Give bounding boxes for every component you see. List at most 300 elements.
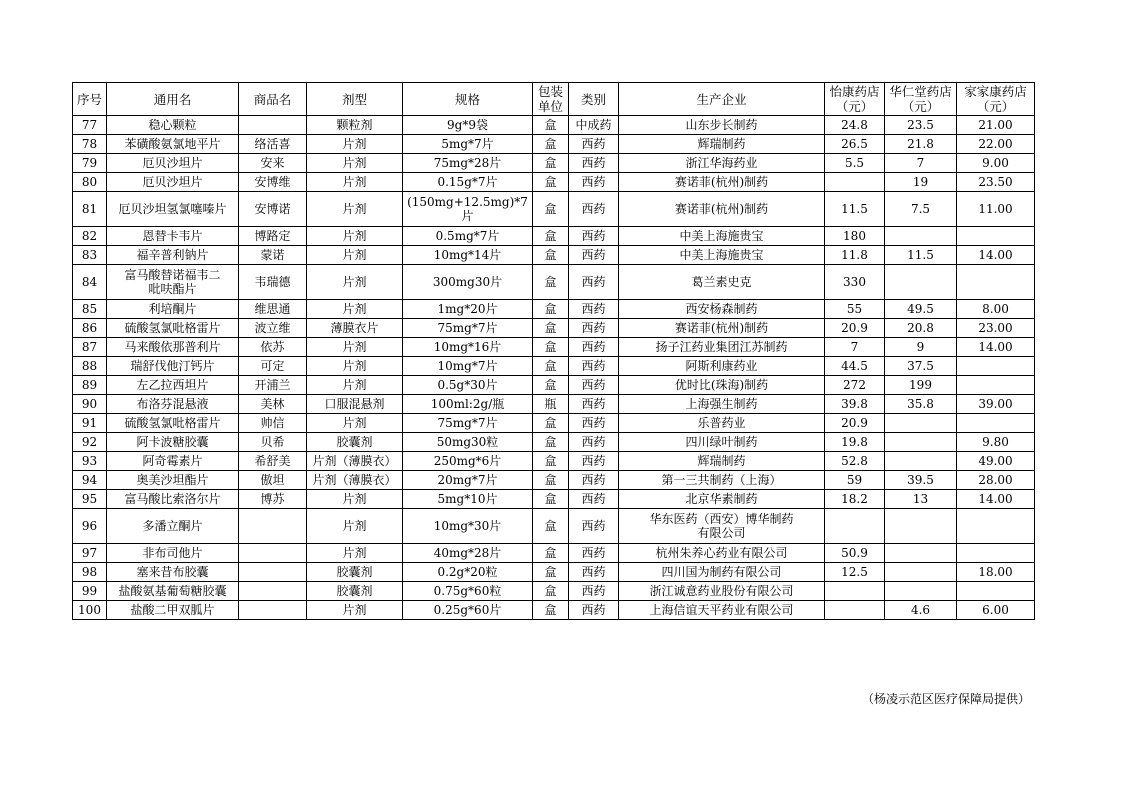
column-header-3: 剂型 [307, 83, 403, 116]
cell-no: 79 [73, 154, 107, 173]
cell-spec: 9g*9袋 [403, 116, 533, 135]
cell-category: 西药 [569, 357, 619, 376]
cell-price-yikang: 50.9 [825, 544, 885, 563]
cell-no: 80 [73, 173, 107, 192]
cell-brand-name: 博苏 [239, 490, 307, 509]
cell-brand-name: 依苏 [239, 338, 307, 357]
table-row [73, 265, 1035, 300]
cell-category: 西药 [569, 300, 619, 319]
table-row [73, 376, 1035, 395]
cell-manufacturer: 杭州朱养心药业有限公司 [619, 544, 825, 563]
cell-manufacturer: 中美上海施贵宝 [619, 227, 825, 246]
cell-package-unit: 盒 [533, 490, 569, 509]
column-header-4: 规格 [403, 83, 533, 116]
cell-price-yikang: 330 [825, 265, 885, 300]
cell-manufacturer: 中美上海施贵宝 [619, 246, 825, 265]
cell-generic-name: 苯磺酸氨氯地平片 [107, 135, 239, 154]
cell-manufacturer: 山东步长制药 [619, 116, 825, 135]
table-row [73, 246, 1035, 265]
cell-price-jiajiakang: 14.00 [957, 246, 1035, 265]
cell-category: 西药 [569, 452, 619, 471]
cell-spec: 75mg*28片 [403, 154, 533, 173]
table-row [73, 227, 1035, 246]
cell-price-huarentang [885, 433, 957, 452]
drug-price-table [72, 82, 1035, 620]
table-row [73, 414, 1035, 433]
cell-package-unit: 盒 [533, 246, 569, 265]
table-row [73, 154, 1035, 173]
column-header-10: 家家康药店 （元） [957, 83, 1035, 116]
cell-price-yikang [825, 601, 885, 620]
cell-package-unit: 盒 [533, 116, 569, 135]
cell-generic-name: 富马酸比索洛尔片 [107, 490, 239, 509]
cell-spec: 20mg*7片 [403, 471, 533, 490]
cell-category: 西药 [569, 173, 619, 192]
cell-dosage-form: 片剂 [307, 192, 403, 227]
cell-price-huarentang [885, 452, 957, 471]
cell-category: 西药 [569, 582, 619, 601]
cell-dosage-form: 片剂 [307, 246, 403, 265]
cell-spec: 10mg*14片 [403, 246, 533, 265]
cell-generic-name: 盐酸二甲双胍片 [107, 601, 239, 620]
cell-generic-name: 福辛普利钠片 [107, 246, 239, 265]
cell-brand-name [239, 563, 307, 582]
cell-price-yikang: 44.5 [825, 357, 885, 376]
cell-price-jiajiakang: 28.00 [957, 471, 1035, 490]
cell-generic-name: 利培酮片 [107, 300, 239, 319]
table-row [73, 544, 1035, 563]
cell-package-unit: 盒 [533, 601, 569, 620]
cell-dosage-form: 片剂 [307, 154, 403, 173]
table-row [73, 173, 1035, 192]
cell-generic-name: 恩替卡韦片 [107, 227, 239, 246]
cell-no: 92 [73, 433, 107, 452]
cell-package-unit: 盒 [533, 452, 569, 471]
cell-package-unit: 盒 [533, 509, 569, 544]
column-header-9: 华仁堂药店 （元） [885, 83, 957, 116]
cell-generic-name: 奥美沙坦酯片 [107, 471, 239, 490]
cell-generic-name: 稳心颗粒 [107, 116, 239, 135]
cell-generic-name: 厄贝沙坦氢氯噻嗪片 [107, 192, 239, 227]
cell-category: 西药 [569, 490, 619, 509]
cell-brand-name [239, 544, 307, 563]
cell-price-huarentang: 39.5 [885, 471, 957, 490]
price-table-container [72, 82, 1035, 620]
cell-price-yikang: 39.8 [825, 395, 885, 414]
cell-brand-name: 希舒美 [239, 452, 307, 471]
cell-no: 98 [73, 563, 107, 582]
cell-manufacturer: 四川国为制药有限公司 [619, 563, 825, 582]
cell-price-jiajiakang: 18.00 [957, 563, 1035, 582]
cell-price-jiajiakang [957, 582, 1035, 601]
table-row [73, 509, 1035, 544]
cell-package-unit: 盒 [533, 376, 569, 395]
cell-price-jiajiakang: 6.00 [957, 601, 1035, 620]
cell-brand-name: 蒙诺 [239, 246, 307, 265]
cell-manufacturer: 辉瑞制药 [619, 452, 825, 471]
cell-manufacturer: 葛兰素史克 [619, 265, 825, 300]
cell-spec: 300mg30片 [403, 265, 533, 300]
cell-brand-name [239, 582, 307, 601]
cell-generic-name: 塞来昔布胶囊 [107, 563, 239, 582]
cell-brand-name: 安博维 [239, 173, 307, 192]
table-row [73, 319, 1035, 338]
cell-spec: 0.75g*60粒 [403, 582, 533, 601]
cell-dosage-form: 片剂 [307, 265, 403, 300]
table-row [73, 490, 1035, 509]
table-row [73, 300, 1035, 319]
cell-price-jiajiakang [957, 227, 1035, 246]
cell-price-yikang: 19.8 [825, 433, 885, 452]
cell-price-jiajiakang [957, 544, 1035, 563]
cell-spec: 5mg*10片 [403, 490, 533, 509]
cell-price-yikang: 11.8 [825, 246, 885, 265]
cell-price-jiajiakang: 14.00 [957, 490, 1035, 509]
cell-package-unit: 盒 [533, 433, 569, 452]
cell-package-unit: 盒 [533, 173, 569, 192]
cell-category: 西药 [569, 414, 619, 433]
cell-manufacturer: 赛诺菲(杭州)制药 [619, 173, 825, 192]
cell-package-unit: 瓶 [533, 395, 569, 414]
cell-no: 84 [73, 265, 107, 300]
cell-price-huarentang [885, 563, 957, 582]
cell-manufacturer: 赛诺菲(杭州)制药 [619, 192, 825, 227]
cell-category: 西药 [569, 395, 619, 414]
cell-spec: 75mg*7片 [403, 319, 533, 338]
cell-dosage-form: 片剂 [307, 601, 403, 620]
cell-brand-name: 安博诺 [239, 192, 307, 227]
cell-dosage-form: 片剂 [307, 414, 403, 433]
cell-generic-name: 厄贝沙坦片 [107, 154, 239, 173]
cell-brand-name [239, 601, 307, 620]
cell-price-jiajiakang: 23.00 [957, 319, 1035, 338]
cell-manufacturer: 优时比(珠海)制药 [619, 376, 825, 395]
cell-no: 97 [73, 544, 107, 563]
cell-package-unit: 盒 [533, 338, 569, 357]
cell-manufacturer: 上海信谊天平药业有限公司 [619, 601, 825, 620]
cell-package-unit: 盒 [533, 300, 569, 319]
cell-category: 中成药 [569, 116, 619, 135]
cell-category: 西药 [569, 338, 619, 357]
cell-generic-name: 阿卡波糖胶囊 [107, 433, 239, 452]
column-header-5: 包装 单位 [533, 83, 569, 116]
cell-package-unit: 盒 [533, 265, 569, 300]
cell-price-yikang: 20.9 [825, 319, 885, 338]
cell-category: 西药 [569, 246, 619, 265]
cell-no: 100 [73, 601, 107, 620]
column-header-7: 生产企业 [619, 83, 825, 116]
cell-package-unit: 盒 [533, 227, 569, 246]
cell-dosage-form: 片剂（薄膜衣） [307, 452, 403, 471]
cell-brand-name: 傲坦 [239, 471, 307, 490]
table-row [73, 601, 1035, 620]
table-row [73, 135, 1035, 154]
cell-price-huarentang: 37.5 [885, 357, 957, 376]
cell-price-yikang: 5.5 [825, 154, 885, 173]
cell-brand-name: 博路定 [239, 227, 307, 246]
cell-manufacturer: 北京华素制药 [619, 490, 825, 509]
cell-price-jiajiakang [957, 414, 1035, 433]
table-row [73, 471, 1035, 490]
cell-price-yikang: 55 [825, 300, 885, 319]
cell-brand-name: 贝希 [239, 433, 307, 452]
cell-brand-name: 开浦兰 [239, 376, 307, 395]
cell-price-jiajiakang [957, 265, 1035, 300]
cell-brand-name [239, 116, 307, 135]
cell-brand-name: 可定 [239, 357, 307, 376]
cell-price-huarentang: 20.8 [885, 319, 957, 338]
table-row [73, 395, 1035, 414]
cell-spec: 0.2g*20粒 [403, 563, 533, 582]
cell-price-huarentang: 7.5 [885, 192, 957, 227]
cell-no: 78 [73, 135, 107, 154]
cell-category: 西药 [569, 601, 619, 620]
cell-category: 西药 [569, 433, 619, 452]
cell-price-huarentang [885, 265, 957, 300]
cell-price-huarentang: 4.6 [885, 601, 957, 620]
cell-package-unit: 盒 [533, 319, 569, 338]
cell-manufacturer: 第一三共制药（上海） [619, 471, 825, 490]
cell-category: 西药 [569, 154, 619, 173]
cell-manufacturer: 赛诺菲(杭州)制药 [619, 319, 825, 338]
cell-price-jiajiakang: 39.00 [957, 395, 1035, 414]
cell-no: 99 [73, 582, 107, 601]
cell-generic-name: 多潘立酮片 [107, 509, 239, 544]
column-header-8: 怡康药店 （元） [825, 83, 885, 116]
column-header-1: 通用名 [107, 83, 239, 116]
cell-price-jiajiakang: 14.00 [957, 338, 1035, 357]
source-note: （杨凌示范区医疗保障局提供） [861, 692, 1030, 706]
cell-dosage-form: 片剂 [307, 544, 403, 563]
cell-package-unit: 盒 [533, 414, 569, 433]
cell-price-huarentang [885, 509, 957, 544]
cell-package-unit: 盒 [533, 471, 569, 490]
table-body [73, 116, 1035, 620]
cell-no: 87 [73, 338, 107, 357]
table-row [73, 582, 1035, 601]
cell-dosage-form: 口服混悬剂 [307, 395, 403, 414]
cell-package-unit: 盒 [533, 135, 569, 154]
cell-no: 89 [73, 376, 107, 395]
cell-no: 81 [73, 192, 107, 227]
cell-dosage-form: 胶囊剂 [307, 582, 403, 601]
cell-price-jiajiakang: 9.80 [957, 433, 1035, 452]
cell-price-jiajiakang: 22.00 [957, 135, 1035, 154]
cell-spec: 100ml:2g/瓶 [403, 395, 533, 414]
cell-dosage-form: 片剂 [307, 227, 403, 246]
cell-price-huarentang: 19 [885, 173, 957, 192]
cell-generic-name: 左乙拉西坦片 [107, 376, 239, 395]
cell-category: 西药 [569, 319, 619, 338]
cell-price-huarentang [885, 227, 957, 246]
cell-spec: 5mg*7片 [403, 135, 533, 154]
cell-price-jiajiakang [957, 509, 1035, 544]
cell-category: 西药 [569, 471, 619, 490]
cell-dosage-form: 片剂 [307, 509, 403, 544]
table-header-row [73, 83, 1035, 116]
cell-price-huarentang: 13 [885, 490, 957, 509]
cell-manufacturer: 阿斯利康药业 [619, 357, 825, 376]
cell-price-yikang: 20.9 [825, 414, 885, 433]
cell-manufacturer: 华东医药（西安）博华制药 有限公司 [619, 509, 825, 544]
cell-price-huarentang [885, 544, 957, 563]
cell-no: 82 [73, 227, 107, 246]
cell-generic-name: 马来酸依那普利片 [107, 338, 239, 357]
cell-category: 西药 [569, 135, 619, 154]
cell-dosage-form: 薄膜衣片 [307, 319, 403, 338]
cell-generic-name: 硫酸氢氯吡格雷片 [107, 319, 239, 338]
table-row [73, 338, 1035, 357]
table-row [73, 433, 1035, 452]
cell-spec: 250mg*6片 [403, 452, 533, 471]
cell-manufacturer: 辉瑞制药 [619, 135, 825, 154]
cell-dosage-form: 胶囊剂 [307, 433, 403, 452]
cell-price-huarentang: 7 [885, 154, 957, 173]
cell-spec: 1mg*20片 [403, 300, 533, 319]
cell-price-yikang: 11.5 [825, 192, 885, 227]
cell-price-yikang: 12.5 [825, 563, 885, 582]
cell-price-yikang: 18.2 [825, 490, 885, 509]
cell-package-unit: 盒 [533, 544, 569, 563]
cell-brand-name: 波立维 [239, 319, 307, 338]
cell-dosage-form: 片剂（薄膜衣） [307, 471, 403, 490]
cell-dosage-form: 片剂 [307, 338, 403, 357]
cell-brand-name: 维思通 [239, 300, 307, 319]
table-row [73, 116, 1035, 135]
cell-spec: (150mg+12.5mg)*7 片 [403, 192, 533, 227]
table-row [73, 563, 1035, 582]
cell-brand-name: 韦瑞德 [239, 265, 307, 300]
cell-no: 90 [73, 395, 107, 414]
cell-dosage-form: 片剂 [307, 376, 403, 395]
cell-price-huarentang [885, 582, 957, 601]
cell-generic-name: 盐酸氨基葡萄糖胶囊 [107, 582, 239, 601]
cell-category: 西药 [569, 509, 619, 544]
table-row [73, 452, 1035, 471]
cell-manufacturer: 四川绿叶制药 [619, 433, 825, 452]
cell-price-huarentang: 49.5 [885, 300, 957, 319]
cell-category: 西药 [569, 265, 619, 300]
cell-price-yikang: 59 [825, 471, 885, 490]
cell-price-yikang: 7 [825, 338, 885, 357]
cell-no: 86 [73, 319, 107, 338]
cell-brand-name [239, 509, 307, 544]
cell-manufacturer: 西安杨森制药 [619, 300, 825, 319]
column-header-0: 序号 [73, 83, 107, 116]
cell-price-huarentang: 9 [885, 338, 957, 357]
cell-manufacturer: 浙江华海药业 [619, 154, 825, 173]
cell-spec: 50mg30粒 [403, 433, 533, 452]
cell-price-yikang [825, 173, 885, 192]
cell-price-huarentang [885, 414, 957, 433]
cell-brand-name: 帅信 [239, 414, 307, 433]
cell-no: 83 [73, 246, 107, 265]
cell-dosage-form: 片剂 [307, 490, 403, 509]
cell-price-jiajiakang: 9.00 [957, 154, 1035, 173]
cell-generic-name: 富马酸替诺福韦二 吡呋酯片 [107, 265, 239, 300]
cell-price-yikang [825, 582, 885, 601]
cell-no: 77 [73, 116, 107, 135]
cell-no: 96 [73, 509, 107, 544]
cell-dosage-form: 片剂 [307, 135, 403, 154]
cell-spec: 75mg*7片 [403, 414, 533, 433]
cell-brand-name: 美林 [239, 395, 307, 414]
cell-category: 西药 [569, 192, 619, 227]
cell-price-jiajiakang: 23.50 [957, 173, 1035, 192]
cell-price-huarentang: 23.5 [885, 116, 957, 135]
column-header-2: 商品名 [239, 83, 307, 116]
cell-generic-name: 非布司他片 [107, 544, 239, 563]
cell-no: 94 [73, 471, 107, 490]
cell-generic-name: 厄贝沙坦片 [107, 173, 239, 192]
cell-manufacturer: 浙江诚意药业股份有限公司 [619, 582, 825, 601]
cell-no: 85 [73, 300, 107, 319]
cell-spec: 40mg*28片 [403, 544, 533, 563]
cell-no: 95 [73, 490, 107, 509]
cell-generic-name: 瑞舒伐他汀钙片 [107, 357, 239, 376]
cell-price-yikang: 272 [825, 376, 885, 395]
table-row [73, 357, 1035, 376]
cell-price-jiajiakang: 11.00 [957, 192, 1035, 227]
cell-price-yikang [825, 509, 885, 544]
cell-manufacturer: 上海强生制药 [619, 395, 825, 414]
cell-price-huarentang: 199 [885, 376, 957, 395]
cell-generic-name: 布洛芬混悬液 [107, 395, 239, 414]
cell-spec: 0.15g*7片 [403, 173, 533, 192]
cell-spec: 10mg*7片 [403, 357, 533, 376]
cell-price-yikang: 26.5 [825, 135, 885, 154]
cell-manufacturer: 扬子江药业集团江苏制药 [619, 338, 825, 357]
cell-price-huarentang: 21.8 [885, 135, 957, 154]
cell-price-yikang: 180 [825, 227, 885, 246]
column-header-6: 类别 [569, 83, 619, 116]
cell-spec: 0.5g*30片 [403, 376, 533, 395]
cell-spec: 10mg*16片 [403, 338, 533, 357]
cell-price-jiajiakang: 21.00 [957, 116, 1035, 135]
cell-spec: 10mg*30片 [403, 509, 533, 544]
cell-dosage-form: 胶囊剂 [307, 563, 403, 582]
cell-spec: 0.25g*60片 [403, 601, 533, 620]
cell-dosage-form: 颗粒剂 [307, 116, 403, 135]
cell-dosage-form: 片剂 [307, 173, 403, 192]
cell-price-yikang: 52.8 [825, 452, 885, 471]
cell-package-unit: 盒 [533, 563, 569, 582]
cell-price-jiajiakang: 49.00 [957, 452, 1035, 471]
cell-price-jiajiakang [957, 376, 1035, 395]
cell-dosage-form: 片剂 [307, 300, 403, 319]
cell-category: 西药 [569, 376, 619, 395]
cell-no: 91 [73, 414, 107, 433]
cell-generic-name: 硫酸氢氯吡格雷片 [107, 414, 239, 433]
cell-brand-name: 安来 [239, 154, 307, 173]
cell-price-huarentang: 35.8 [885, 395, 957, 414]
cell-price-jiajiakang [957, 357, 1035, 376]
cell-package-unit: 盒 [533, 582, 569, 601]
cell-package-unit: 盒 [533, 192, 569, 227]
cell-no: 88 [73, 357, 107, 376]
cell-generic-name: 阿奇霉素片 [107, 452, 239, 471]
cell-category: 西药 [569, 227, 619, 246]
cell-manufacturer: 乐普药业 [619, 414, 825, 433]
cell-dosage-form: 片剂 [307, 357, 403, 376]
cell-brand-name: 络活喜 [239, 135, 307, 154]
cell-category: 西药 [569, 563, 619, 582]
table-row [73, 192, 1035, 227]
cell-price-yikang: 24.8 [825, 116, 885, 135]
cell-package-unit: 盒 [533, 154, 569, 173]
cell-spec: 0.5mg*7片 [403, 227, 533, 246]
cell-no: 93 [73, 452, 107, 471]
